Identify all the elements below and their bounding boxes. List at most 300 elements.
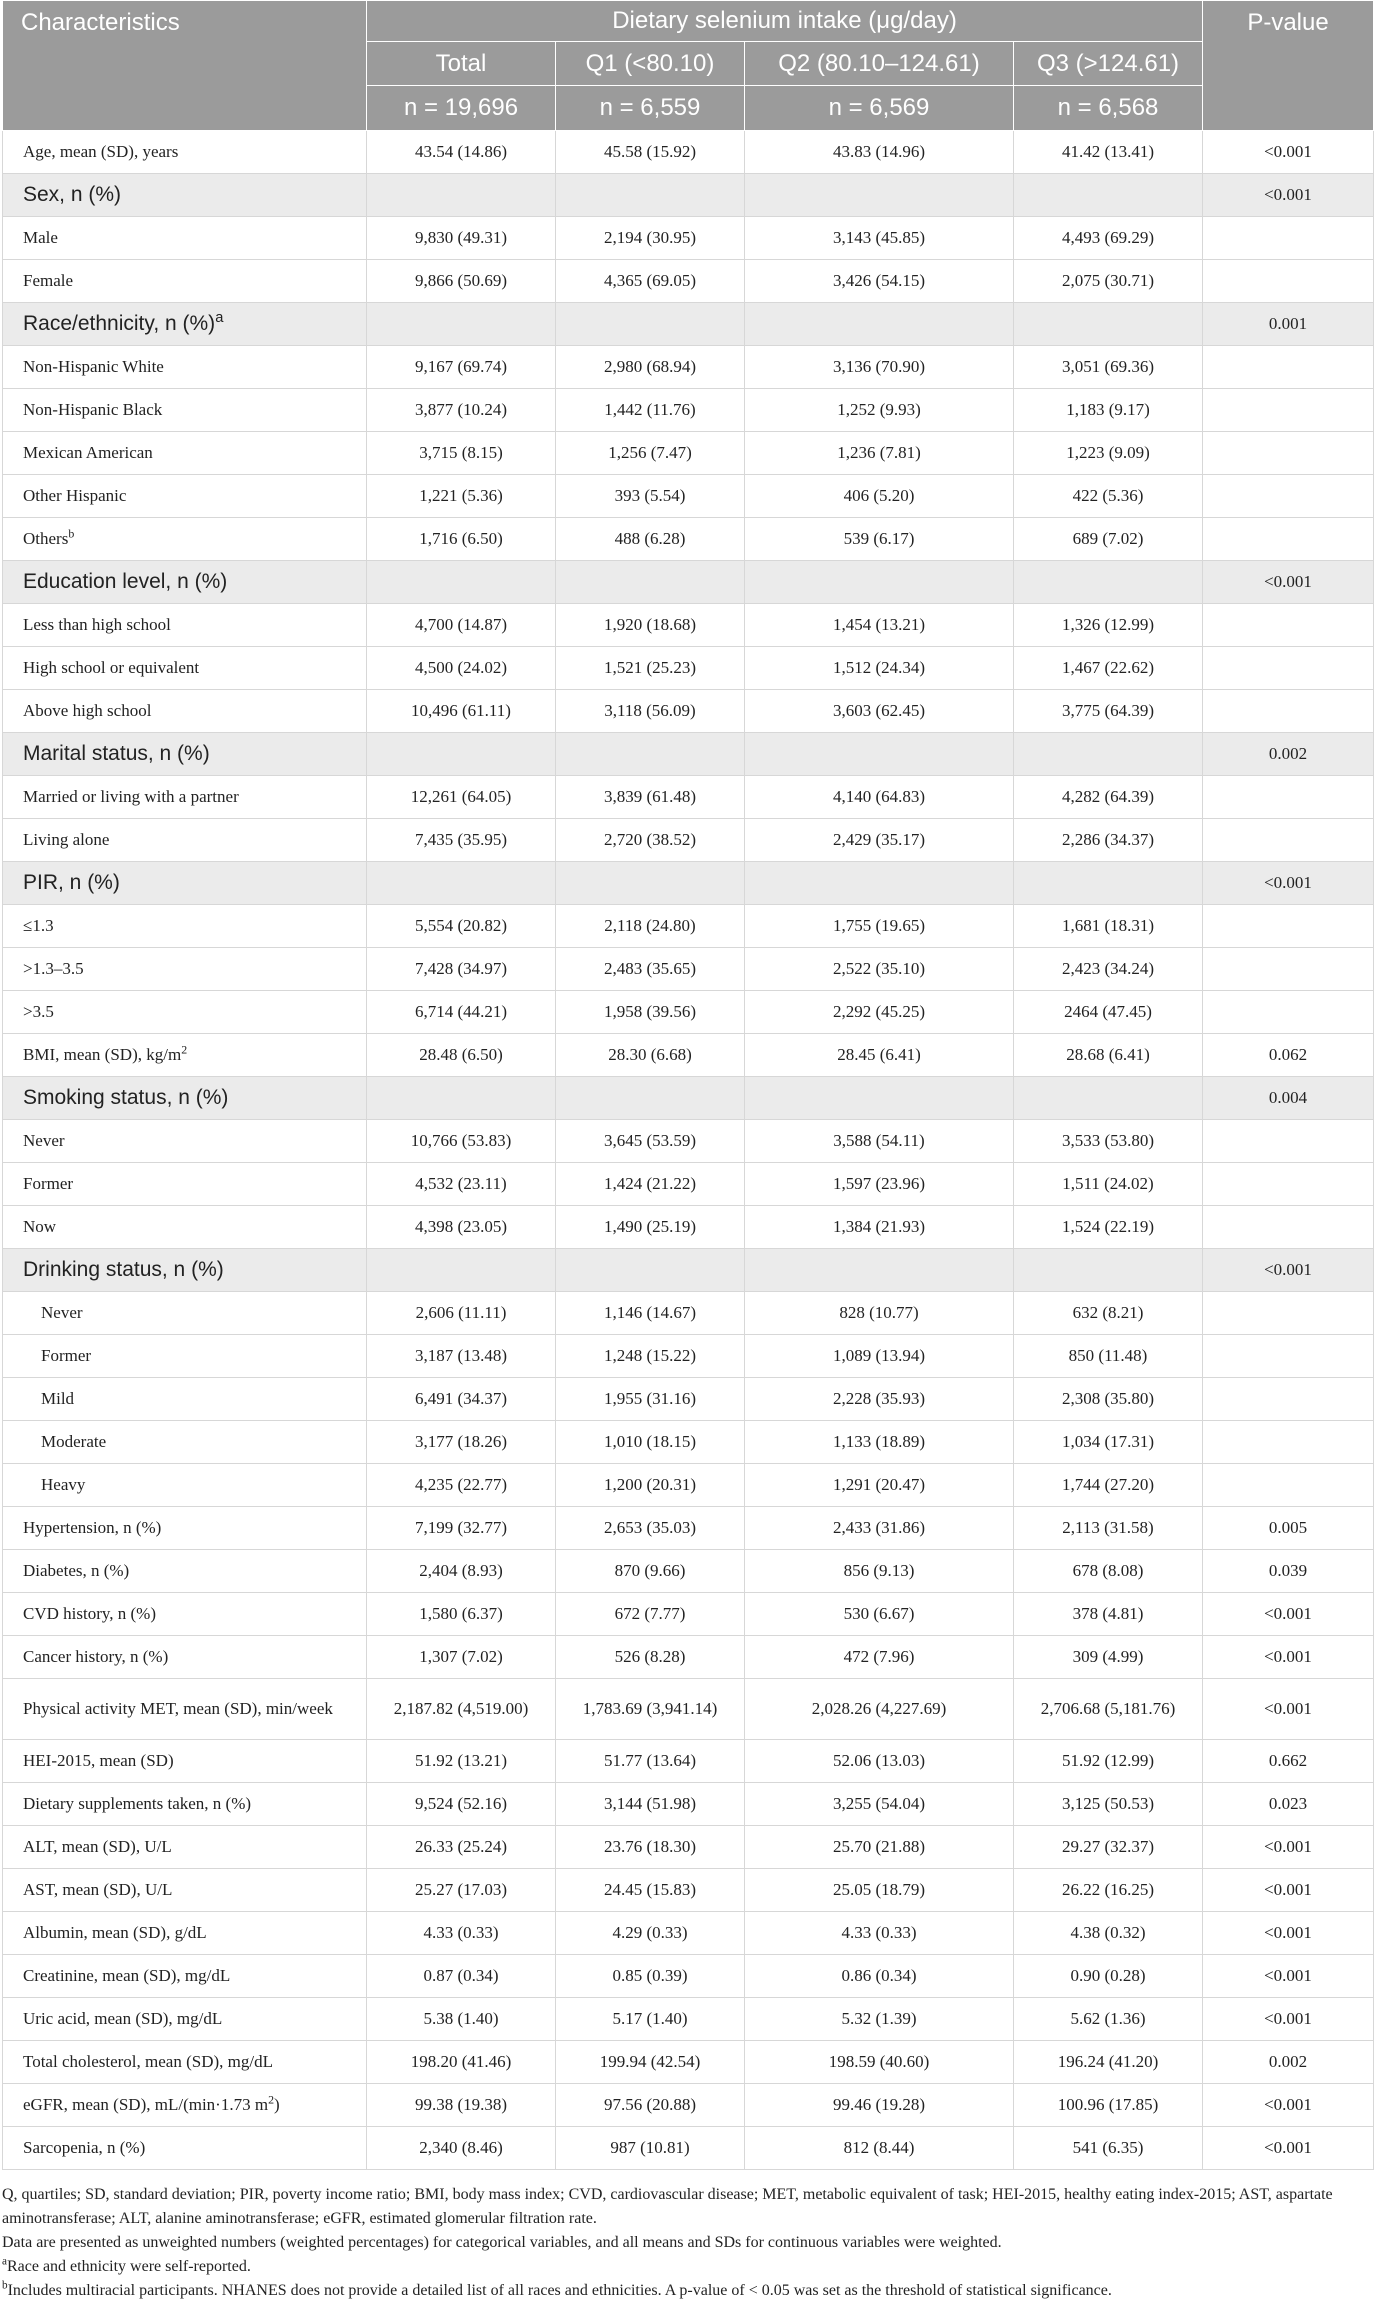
row-label (3, 2084, 367, 2127)
cell-value: 422 (5.36) (1014, 475, 1203, 518)
cell-value: 1,512 (24.34) (745, 647, 1014, 690)
cell-value (367, 1249, 556, 1292)
cell-value: 2,483 (35.65) (556, 948, 745, 991)
cell-value: 3,533 (53.80) (1014, 1120, 1203, 1163)
cell-value: 43.83 (14.96) (745, 131, 1014, 174)
cell-value: 4.29 (0.33) (556, 1912, 745, 1955)
cell-value: 1,223 (9.09) (1014, 432, 1203, 475)
row-label (3, 647, 367, 690)
cell-value: 3,588 (54.11) (745, 1120, 1014, 1163)
cell-value: 0.85 (0.39) (556, 1955, 745, 1998)
table-row (3, 1998, 1374, 2041)
header-n-q3: n = 6,568 (1014, 86, 1203, 131)
footnote-b (2, 2279, 1372, 2303)
cell-pvalue: 0.039 (1203, 1550, 1374, 1593)
cell-pvalue (1203, 991, 1374, 1034)
cell-value: 9,830 (49.31) (367, 217, 556, 260)
header-col-q3: Q3 (>124.61) (1014, 42, 1203, 86)
cell-pvalue: 0.001 (1203, 303, 1374, 346)
cell-pvalue: <0.001 (1203, 174, 1374, 217)
row-label-text: Male (23, 228, 58, 248)
row-label-text: Married or living with a partner (23, 787, 239, 807)
cell-pvalue: <0.001 (1203, 862, 1374, 905)
header-n-q1: n = 6,559 (556, 86, 745, 131)
cell-value (556, 561, 745, 604)
cell-value: 198.59 (40.60) (745, 2041, 1014, 2084)
table-row (3, 1378, 1374, 1421)
cell-value: 198.20 (41.46) (367, 2041, 556, 2084)
cell-value: 51.77 (13.64) (556, 1740, 745, 1783)
row-label (3, 131, 367, 174)
cell-value (745, 1249, 1014, 1292)
cell-value: 672 (7.77) (556, 1593, 745, 1636)
cell-value: 24.45 (15.83) (556, 1869, 745, 1912)
row-label-text: Former (23, 1174, 74, 1194)
cell-value (556, 733, 745, 776)
cell-pvalue (1203, 432, 1374, 475)
cell-value: 3,426 (54.15) (745, 260, 1014, 303)
footnote-abbreviations: Q, quartiles; SD, standard deviation; PIR, poverty income ratio; BMI, body mass index; CVD, cardiovascular disease; MET, metabolic equivalent of task; HEI-2015, healthy eating index-2015; AST, aspartate aminotransferase; ALT, alanine aminotransferase; eGFR, estimated glomerular filtration rate. (2, 2186, 1333, 2227)
row-label-text: Race/ethnicity, n (%) (23, 311, 216, 335)
cell-value: 1,580 (6.37) (367, 1593, 556, 1636)
cell-value (1014, 303, 1203, 346)
header-group-selenium: Dietary selenium intake (μg/day) (367, 1, 1203, 42)
table-row (3, 1163, 1374, 1206)
cell-pvalue (1203, 819, 1374, 862)
row-label-text: Total cholesterol, mean (SD), mg/dL (23, 2052, 273, 2072)
cell-value: 4,500 (24.02) (367, 647, 556, 690)
characteristics-table (2, 0, 1374, 2170)
footnote-b-text: Includes multiracial participants. NHANES does not provide a detailed list of all races and ethnicities. A p-value of < 0.05 was set as the threshold of statistical significance. (7, 2282, 1112, 2299)
table-row (3, 475, 1374, 518)
table-row (3, 2127, 1374, 2170)
cell-value: 2,429 (35.17) (745, 819, 1014, 862)
cell-value: 1,454 (13.21) (745, 604, 1014, 647)
row-label (3, 1955, 367, 1998)
row-label (3, 1550, 367, 1593)
cell-value: 28.45 (6.41) (745, 1034, 1014, 1077)
cell-value: 539 (6.17) (745, 518, 1014, 561)
cell-value: 6,714 (44.21) (367, 991, 556, 1034)
cell-value: 7,428 (34.97) (367, 948, 556, 991)
group-header-row (3, 733, 1374, 776)
table-row (3, 2084, 1374, 2127)
cell-value: 3,143 (45.85) (745, 217, 1014, 260)
cell-value: 4,493 (69.29) (1014, 217, 1203, 260)
row-label (3, 475, 367, 518)
group-header-row (3, 862, 1374, 905)
cell-value: 1,744 (27.20) (1014, 1464, 1203, 1507)
cell-value: 406 (5.20) (745, 475, 1014, 518)
cell-value: 4,700 (14.87) (367, 604, 556, 647)
table-row (3, 604, 1374, 647)
cell-value: 309 (4.99) (1014, 1636, 1203, 1679)
row-label-text: AST, mean (SD), U/L (23, 1880, 173, 1900)
cell-value (1014, 561, 1203, 604)
row-label-text: eGFR, mean (SD), mL/(min·1.73 m (23, 2095, 269, 2115)
cell-value: 850 (11.48) (1014, 1335, 1203, 1378)
cell-value: 3,645 (53.59) (556, 1120, 745, 1163)
cell-pvalue: 0.005 (1203, 1507, 1374, 1550)
table-row (3, 776, 1374, 819)
group-header-row (3, 1249, 1374, 1292)
row-label-text: Mild (41, 1389, 75, 1409)
table-row (3, 1120, 1374, 1163)
table-row (3, 1679, 1374, 1740)
cell-value (745, 862, 1014, 905)
cell-value: 7,435 (35.95) (367, 819, 556, 862)
cell-pvalue: 0.004 (1203, 1077, 1374, 1120)
cell-value: 1,200 (20.31) (556, 1464, 745, 1507)
footnote-a-text: Race and ethnicity were self-reported. (6, 2258, 251, 2275)
row-label-text: Never (23, 1131, 65, 1151)
cell-value: 26.33 (25.24) (367, 1826, 556, 1869)
row-label-text: BMI, mean (SD), kg/m (23, 1045, 182, 1065)
row-label (3, 1292, 367, 1335)
cell-value: 1,490 (25.19) (556, 1206, 745, 1249)
cell-value: 26.22 (16.25) (1014, 1869, 1203, 1912)
row-label-text: Other Hispanic (23, 486, 127, 506)
cell-value: 2,340 (8.46) (367, 2127, 556, 2170)
table-row (3, 1826, 1374, 1869)
cell-value: 1,146 (14.67) (556, 1292, 745, 1335)
cell-value: 5.38 (1.40) (367, 1998, 556, 2041)
cell-value: 1,955 (31.16) (556, 1378, 745, 1421)
table-row (3, 260, 1374, 303)
table-row (3, 389, 1374, 432)
row-label (3, 1636, 367, 1679)
row-label-suffix: ) (274, 2095, 280, 2115)
cell-value: 43.54 (14.86) (367, 131, 556, 174)
row-label (3, 948, 367, 991)
cell-value (367, 1077, 556, 1120)
row-label-text: Hypertension, n (%) (23, 1518, 162, 1538)
row-label-text: ALT, mean (SD), U/L (23, 1837, 172, 1857)
group-header-row (3, 174, 1374, 217)
row-label-text: Non-Hispanic Black (23, 400, 163, 420)
row-label-sup: a (215, 309, 224, 326)
cell-pvalue (1203, 260, 1374, 303)
row-label-text: Moderate (41, 1432, 107, 1452)
cell-value: 2,118 (24.80) (556, 905, 745, 948)
cell-value: 541 (6.35) (1014, 2127, 1203, 2170)
cell-pvalue (1203, 905, 1374, 948)
row-label-text: >3.5 (23, 1002, 54, 1022)
row-label-text: Sex, n (%) (23, 182, 122, 206)
table-row (3, 432, 1374, 475)
cell-value: 526 (8.28) (556, 1636, 745, 1679)
cell-value: 28.68 (6.41) (1014, 1034, 1203, 1077)
cell-value: 3,136 (70.90) (745, 346, 1014, 389)
row-label-text: Others (23, 529, 69, 549)
cell-value (745, 174, 1014, 217)
cell-pvalue: <0.001 (1203, 1679, 1374, 1740)
row-label (3, 518, 367, 561)
cell-value (1014, 174, 1203, 217)
cell-value (745, 561, 1014, 604)
row-label-text: Uric acid, mean (SD), mg/dL (23, 2009, 223, 2029)
cell-pvalue: <0.001 (1203, 561, 1374, 604)
row-label-text: Albumin, mean (SD), g/dL (23, 1923, 207, 1943)
cell-value: 10,496 (61.11) (367, 690, 556, 733)
cell-value: 3,775 (64.39) (1014, 690, 1203, 733)
cell-value (556, 1249, 745, 1292)
row-label (3, 2127, 367, 2170)
cell-value: 393 (5.54) (556, 475, 745, 518)
cell-value: 3,187 (13.48) (367, 1335, 556, 1378)
cell-value: 828 (10.77) (745, 1292, 1014, 1335)
cell-value: 2464 (47.45) (1014, 991, 1203, 1034)
cell-pvalue (1203, 1292, 1374, 1335)
cell-pvalue: 0.662 (1203, 1740, 1374, 1783)
row-label-text: ≤1.3 (23, 916, 54, 936)
table-row (3, 1206, 1374, 1249)
cell-value (556, 303, 745, 346)
cell-value: 2,028.26 (4,227.69) (745, 1679, 1014, 1740)
row-label (3, 346, 367, 389)
header-n-total: n = 19,696 (367, 86, 556, 131)
row-label-text: Former (41, 1346, 92, 1366)
row-label-text: Education level, n (%) (23, 569, 228, 593)
cell-value: 4,140 (64.83) (745, 776, 1014, 819)
row-label-text: Less than high school (23, 615, 171, 635)
cell-pvalue: 0.062 (1203, 1034, 1374, 1077)
row-label-text: Physical activity MET, mean (SD), min/week (23, 1699, 333, 1719)
row-label (3, 1421, 367, 1464)
cell-value: 678 (8.08) (1014, 1550, 1203, 1593)
cell-pvalue (1203, 1464, 1374, 1507)
cell-value: 4,398 (23.05) (367, 1206, 556, 1249)
cell-value: 870 (9.66) (556, 1550, 745, 1593)
row-label (3, 1077, 367, 1120)
cell-value (367, 561, 556, 604)
row-label-text: Sarcopenia, n (%) (23, 2138, 146, 2158)
cell-pvalue (1203, 776, 1374, 819)
cell-value (745, 303, 1014, 346)
row-label-text: Creatinine, mean (SD), mg/dL (23, 1966, 231, 1986)
row-label (3, 260, 367, 303)
cell-value: 4,532 (23.11) (367, 1163, 556, 1206)
row-label-text: Dietary supplements taken, n (%) (23, 1794, 252, 1814)
row-label-sup: 2 (181, 1042, 188, 1057)
cell-value: 3,118 (56.09) (556, 690, 745, 733)
header-col-q1: Q1 (<80.10) (556, 42, 745, 86)
cell-pvalue (1203, 346, 1374, 389)
cell-value: 4,365 (69.05) (556, 260, 745, 303)
row-label (3, 561, 367, 604)
cell-value (556, 862, 745, 905)
cell-value: 1,183 (9.17) (1014, 389, 1203, 432)
cell-value: 1,442 (11.76) (556, 389, 745, 432)
cell-value: 1,089 (13.94) (745, 1335, 1014, 1378)
row-label (3, 733, 367, 776)
row-label (3, 819, 367, 862)
row-label (3, 1869, 367, 1912)
cell-value: 97.56 (20.88) (556, 2084, 745, 2127)
cell-value (745, 1077, 1014, 1120)
row-label (3, 1507, 367, 1550)
cell-value: 51.92 (12.99) (1014, 1740, 1203, 1783)
cell-pvalue (1203, 1421, 1374, 1464)
cell-value: 52.06 (13.03) (745, 1740, 1014, 1783)
cell-value: 41.42 (13.41) (1014, 131, 1203, 174)
cell-pvalue: <0.001 (1203, 131, 1374, 174)
table-row (3, 1421, 1374, 1464)
cell-value: 4.33 (0.33) (367, 1912, 556, 1955)
cell-value: 5.17 (1.40) (556, 1998, 745, 2041)
table-footnotes (2, 2183, 1372, 2303)
cell-value: 9,866 (50.69) (367, 260, 556, 303)
group-header-row (3, 561, 1374, 604)
cell-value: 1,716 (6.50) (367, 518, 556, 561)
row-label (3, 1593, 367, 1636)
row-label (3, 690, 367, 733)
cell-pvalue (1203, 1120, 1374, 1163)
cell-value: 1,755 (19.65) (745, 905, 1014, 948)
cell-value: 12,261 (64.05) (367, 776, 556, 819)
row-label-text: Drinking status, n (%) (23, 1257, 224, 1281)
cell-value: 25.70 (21.88) (745, 1826, 1014, 1869)
row-label-text: Cancer history, n (%) (23, 1647, 169, 1667)
cell-value: 2,292 (45.25) (745, 991, 1014, 1034)
cell-value: 10,766 (53.83) (367, 1120, 556, 1163)
cell-value: 25.05 (18.79) (745, 1869, 1014, 1912)
cell-value: 3,255 (54.04) (745, 1783, 1014, 1826)
cell-value: 99.46 (19.28) (745, 2084, 1014, 2127)
cell-value: 2,228 (35.93) (745, 1378, 1014, 1421)
cell-value: 1,521 (25.23) (556, 647, 745, 690)
cell-value: 632 (8.21) (1014, 1292, 1203, 1335)
cell-value: 1,681 (18.31) (1014, 905, 1203, 948)
row-label-sup: 2 (268, 2092, 275, 2107)
cell-value: 689 (7.02) (1014, 518, 1203, 561)
cell-value: 23.76 (18.30) (556, 1826, 745, 1869)
table-row (3, 1869, 1374, 1912)
table-row (3, 1464, 1374, 1507)
cell-value: 1,010 (18.15) (556, 1421, 745, 1464)
table-row (3, 1292, 1374, 1335)
row-label (3, 862, 367, 905)
table-row (3, 1034, 1374, 1077)
cell-pvalue: <0.001 (1203, 1636, 1374, 1679)
cell-value: 1,034 (17.31) (1014, 1421, 1203, 1464)
cell-value: 1,248 (15.22) (556, 1335, 745, 1378)
header-col-q2: Q2 (80.10–124.61) (745, 42, 1014, 86)
cell-pvalue (1203, 518, 1374, 561)
cell-pvalue (1203, 389, 1374, 432)
row-label-text: Mexican American (23, 443, 153, 463)
cell-value: 2,286 (34.37) (1014, 819, 1203, 862)
cell-value (745, 733, 1014, 776)
cell-value: 4.38 (0.32) (1014, 1912, 1203, 1955)
row-label-text: Non-Hispanic White (23, 357, 164, 377)
row-label-text: Above high school (23, 701, 152, 721)
cell-value: 2,423 (34.24) (1014, 948, 1203, 991)
cell-value: 5,554 (20.82) (367, 905, 556, 948)
row-label-text: PIR, n (%) (23, 870, 120, 894)
cell-value: 9,167 (69.74) (367, 346, 556, 389)
cell-value: 378 (4.81) (1014, 1593, 1203, 1636)
cell-value: 1,221 (5.36) (367, 475, 556, 518)
cell-value: 1,920 (18.68) (556, 604, 745, 647)
row-label-text: Age, mean (SD), years (23, 142, 179, 162)
cell-pvalue (1203, 1335, 1374, 1378)
cell-pvalue: <0.001 (1203, 1912, 1374, 1955)
cell-value: 3,144 (51.98) (556, 1783, 745, 1826)
group-header-row (3, 303, 1374, 346)
cell-value: 1,326 (12.99) (1014, 604, 1203, 647)
cell-pvalue: <0.001 (1203, 1955, 1374, 1998)
row-label-text: Diabetes, n (%) (23, 1561, 130, 1581)
cell-value: 4.33 (0.33) (745, 1912, 1014, 1955)
cell-value: 2,720 (38.52) (556, 819, 745, 862)
cell-pvalue: <0.001 (1203, 1998, 1374, 2041)
cell-value: 0.86 (0.34) (745, 1955, 1014, 1998)
cell-pvalue: 0.023 (1203, 1783, 1374, 1826)
cell-value (1014, 1249, 1203, 1292)
row-label-text: Marital status, n (%) (23, 741, 210, 765)
cell-value: 0.90 (0.28) (1014, 1955, 1203, 1998)
row-label (3, 1206, 367, 1249)
row-label (3, 1378, 367, 1421)
cell-value: 472 (7.96) (745, 1636, 1014, 1679)
row-label (3, 1249, 367, 1292)
row-label (3, 389, 367, 432)
cell-pvalue (1203, 217, 1374, 260)
cell-pvalue (1203, 475, 1374, 518)
table-row (3, 905, 1374, 948)
cell-value: 1,307 (7.02) (367, 1636, 556, 1679)
table-row (3, 346, 1374, 389)
table-row (3, 1507, 1374, 1550)
row-label (3, 1163, 367, 1206)
cell-value: 3,603 (62.45) (745, 690, 1014, 733)
row-label-text: Living alone (23, 830, 110, 850)
cell-value: 3,051 (69.36) (1014, 346, 1203, 389)
cell-value: 199.94 (42.54) (556, 2041, 745, 2084)
row-label (3, 1783, 367, 1826)
cell-pvalue (1203, 647, 1374, 690)
table-row (3, 1550, 1374, 1593)
row-label (3, 217, 367, 260)
cell-value: 1,252 (9.93) (745, 389, 1014, 432)
cell-value: 5.32 (1.39) (745, 1998, 1014, 2041)
cell-pvalue: <0.001 (1203, 1593, 1374, 1636)
cell-value: 2,187.82 (4,519.00) (367, 1679, 556, 1740)
cell-value (1014, 1077, 1203, 1120)
row-label (3, 174, 367, 217)
cell-value: 3,715 (8.15) (367, 432, 556, 475)
cell-pvalue: <0.001 (1203, 1249, 1374, 1292)
cell-value (367, 862, 556, 905)
row-label-text: Female (23, 271, 74, 291)
row-label (3, 1034, 367, 1077)
cell-value: 1,256 (7.47) (556, 432, 745, 475)
cell-value: 1,424 (21.22) (556, 1163, 745, 1206)
cell-pvalue: <0.001 (1203, 2127, 1374, 2170)
cell-value: 7,199 (32.77) (367, 1507, 556, 1550)
cell-pvalue: <0.001 (1203, 1869, 1374, 1912)
cell-value: 4,282 (64.39) (1014, 776, 1203, 819)
cell-value: 99.38 (19.38) (367, 2084, 556, 2127)
cell-value: 1,291 (20.47) (745, 1464, 1014, 1507)
row-label (3, 1120, 367, 1163)
row-label-text: HEI-2015, mean (SD) (23, 1751, 174, 1771)
cell-value (367, 174, 556, 217)
cell-pvalue (1203, 604, 1374, 647)
row-label (3, 1464, 367, 1507)
row-label-text: Never (41, 1303, 83, 1323)
